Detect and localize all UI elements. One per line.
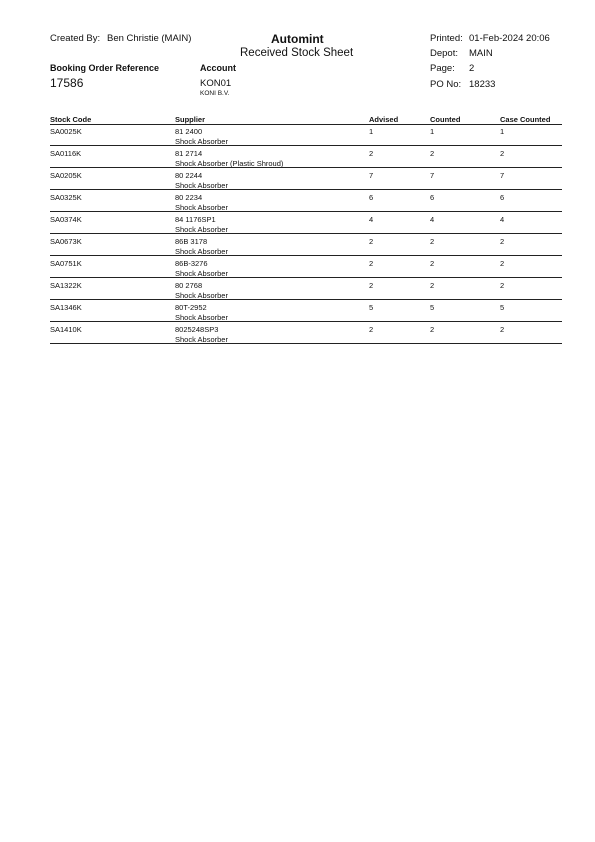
stock-code-cell: SA0025K [50,127,82,136]
case-counted-cell: 5 [500,303,505,312]
page-label: Page: [430,63,455,74]
counted-cell: 2 [430,149,435,158]
supplier-cell [175,325,228,344]
supplier-code: 80 2768 [175,281,203,290]
printed-value: 01-Feb-2024 20:06 [469,33,550,44]
supplier-cell [175,281,228,300]
col-case-counted: Case Counted [500,115,551,124]
row-divider [50,277,562,278]
supplier-cell [175,215,228,234]
case-counted-cell: 2 [500,259,505,268]
col-stock-code: Stock Code [50,115,92,124]
po-value: 18233 [469,79,496,90]
company-name: Automint [271,32,324,46]
item-description: Shock Absorber [175,268,228,278]
item-description: Shock Absorber (Plastic Shroud) [175,158,284,168]
account-code: KON01 [200,78,232,89]
advised-cell: 5 [369,303,374,312]
supplier-code: 84 1176SP1 [175,215,216,224]
supplier-code: 8025248SP3 [175,325,219,334]
stock-code-cell: SA1322K [50,281,82,290]
supplier-cell [175,171,228,190]
row-divider [50,321,562,322]
advised-cell: 4 [369,215,374,224]
supplier-code: 86B 3178 [175,237,208,246]
stock-code-cell: SA1410K [50,325,82,334]
row-divider [50,343,562,344]
supplier-code: 86B-3276 [175,259,208,268]
item-description: Shock Absorber [175,180,228,190]
advised-cell: 2 [369,149,374,158]
row-divider [50,167,562,168]
row-divider [50,255,562,256]
supplier-cell [175,149,283,168]
advised-cell: 2 [369,237,374,246]
col-counted: Counted [430,115,461,124]
row-divider [50,299,562,300]
printed-label: Printed: [430,33,463,44]
advised-cell: 2 [369,325,374,334]
row-divider [50,189,562,190]
col-supplier: Supplier [175,115,206,124]
po-label: PO No: [430,79,462,90]
booking-ref-label: Booking Order Reference [50,63,160,73]
counted-cell: 7 [430,171,435,180]
stock-code-cell: SA0673K [50,237,82,246]
counted-cell: 2 [430,237,435,246]
advised-cell: 6 [369,193,374,202]
stock-code-cell: SA0325K [50,193,82,202]
counted-cell: 5 [430,303,435,312]
advised-cell: 2 [369,259,374,268]
depot-value: MAIN [469,48,493,59]
case-counted-cell: 2 [500,149,505,158]
col-advised: Advised [369,115,399,124]
advised-cell: 1 [369,127,374,136]
item-description: Shock Absorber [175,202,228,212]
counted-cell: 2 [430,325,435,334]
supplier-cell [175,127,228,146]
item-description: Shock Absorber [175,136,228,146]
case-counted-cell: 4 [500,215,505,224]
counted-cell: 4 [430,215,435,224]
header-divider [50,124,562,125]
supplier-cell [175,193,228,212]
item-description: Shock Absorber [175,334,228,344]
created-by-value: Ben Christie (MAIN) [107,33,192,44]
supplier-code: 80T-2952 [175,303,207,312]
counted-cell: 6 [430,193,435,202]
row-divider [50,233,562,234]
case-counted-cell: 7 [500,171,505,180]
supplier-cell [175,303,228,322]
supplier-code: 81 2400 [175,127,203,136]
case-counted-cell: 6 [500,193,505,202]
stock-code-cell: SA0205K [50,171,82,180]
supplier-code: 81 2714 [175,149,203,158]
account-label: Account [200,63,236,73]
item-description: Shock Absorber [175,312,228,322]
supplier-cell [175,259,228,278]
stock-code-cell: SA1346K [50,303,82,312]
created-by-label: Created By: [50,33,101,44]
advised-cell: 2 [369,281,374,290]
stock-code-cell: SA0374K [50,215,82,224]
case-counted-cell: 1 [500,127,505,136]
row-divider [50,145,562,146]
supplier-cell [175,237,228,256]
depot-label: Depot: [430,48,458,59]
counted-cell: 2 [430,281,435,290]
case-counted-cell: 2 [500,281,505,290]
stock-code-cell: SA0116K [50,149,82,158]
case-counted-cell: 2 [500,237,505,246]
booking-ref-value: 17586 [50,76,84,90]
row-divider [50,211,562,212]
item-description: Shock Absorber [175,224,228,234]
page-value: 2 [469,63,475,74]
counted-cell: 2 [430,259,435,268]
item-description: Shock Absorber [175,290,228,300]
case-counted-cell: 2 [500,325,505,334]
item-description: Shock Absorber [175,246,228,256]
sheet-title: Received Stock Sheet [240,47,354,59]
account-name: KONI B.V. [200,90,230,97]
advised-cell: 7 [369,171,374,180]
supplier-code: 80 2234 [175,193,203,202]
counted-cell: 1 [430,127,435,136]
stock-code-cell: SA0751K [50,259,82,268]
supplier-code: 80 2244 [175,171,203,180]
